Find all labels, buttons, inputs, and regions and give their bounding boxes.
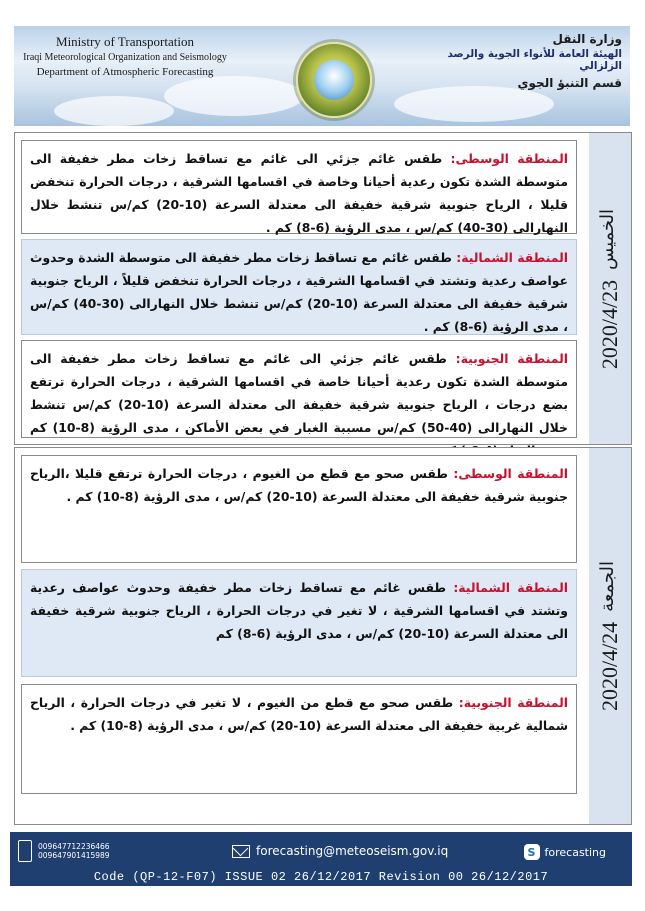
organization-name-ar: الهيئة العامة للأنواء الجوية والرصد الزلزالي	[447, 48, 622, 72]
day-name: الخميس	[597, 208, 617, 270]
region-text: طقس صحو مع قطع من الغيوم ، لا تغير في درجات الحرارة ، الرياح شمالية غربية خفيفة الى معتدلة السرعة (10-20) كم/س ، مدى الرؤية (8-10) كم .	[30, 695, 568, 733]
region-name: المنطقة الوسطى	[458, 466, 568, 481]
email-address[interactable]: forecasting@meteoseism.gov.iq	[256, 844, 449, 858]
day-date: 2020/4/23	[597, 279, 622, 369]
day-block-friday	[14, 447, 632, 825]
cloud-decoration	[394, 86, 554, 122]
ministry-name-en: Ministry of Transportation	[56, 34, 194, 49]
region-north-forecast: المنطقة الشمالية: طقس غائم مع تساقط زخات مطر خفيفة الى متوسطة الشدة وحدوث عواصف رعدية وتشتد في اقسامها الشرقية ، درجات الحرارة تنخفض قليلاً ، الرياح جنوبية شرقية خفيفة الى معتدلة السرعة (10-20) كم/س تنشط خلال النهارالى (30-40) كم/س ، مدى الرؤية (6-8) كم .	[21, 239, 577, 335]
region-name: المنطقة الوسطى	[455, 151, 568, 166]
header-arabic	[432, 32, 622, 90]
region-text: طقس غائم جزئي الى غائم مع تساقط زخات مطر خفيفة الى متوسطة الشدة تكون رعدية أحيانا وخاصة في اقسامها الشرقية ، درجات الحرارة تنخفض قليلا ، الرياح جنوبية شرقية خفيفة الى معتدلة السرعة (10-20) كم/س تنشط خلال النهارالى (30-40) كم/س ، مدى الرؤية (6-8) كم .	[30, 151, 569, 235]
skype-contact[interactable]	[524, 844, 607, 860]
footer-contact-bar	[10, 832, 632, 886]
department-name-ar: قسم التنبؤ الجوي	[517, 76, 622, 90]
phone-numbers	[38, 842, 110, 860]
region-name: المنطقة الجنوبية	[460, 351, 568, 366]
region-name: المنطقة الشمالية	[458, 580, 568, 595]
organization-logo	[296, 42, 372, 118]
cloud-decoration	[164, 76, 304, 116]
day-side-bar	[589, 448, 631, 824]
region-south-forecast: المنطقة الجنوبية: طقس صحو مع قطع من الغيوم ، لا تغير في درجات الحرارة ، الرياح شمالية غربية خفيفة الى معتدلة السرعة (10-20) كم/س ، مدى الرؤية (8-10) كم .	[21, 684, 577, 794]
ministry-name-ar: وزارة النقل	[552, 32, 622, 46]
region-north-forecast: المنطقة الشمالية: طقس غائم مع تساقط زخات مطر خفيفة وحدوث عواصف رعدية وتشتد في اقسامها الشرقية ، لا تغير في درجات الحرارة ، الرياح جنوبية شرقية خفيفة الى معتدلة السرعة (10-20) كم/س ، مدى الرؤية (6-8) كم	[21, 569, 577, 677]
region-south-forecast: المنطقة الجنوبية: طقس غائم جزئي الى غائم مع تساقط زخات مطر خفيفة الى متوسطة الشدة تكون رعدية أحيانا خاصة في اقسامها الشرقية ، درجات الحرارة ترتفع بضع درجات ، الرياح جنوبية شرقية خفيفة الى معتدلة السرعة (10-20) كم/س تنشط خلال النهارالى (40-50) كم/س مسببة الغبار في بعض الأماكن ، مدى الرؤية (8-10) كم	[21, 340, 577, 438]
phone-number: 009647901415989	[38, 851, 110, 860]
region-text: طقس غائم مع تساقط زخات مطر خفيفة الى متوسطة الشدة وحدوث عواصف رعدية وتشتد في اقسامها الشرقية ، درجات الحرارة تنخفض قليلاً ، الرياح جنوبية شرقية خفيفة الى معتدلة السرعة (10-20) كم/س تنشط خلال النهارالى (30-40) كم/س ، مدى الرؤية (6-8) كم .	[30, 250, 568, 334]
envelope-icon	[232, 845, 250, 858]
organization-name-en: Iraqi Meteorological Organization and Seismology	[23, 52, 227, 63]
region-text: طقس غائم جزئي الى غائم مع تساقط زخات مطر خفيفة الى متوسطة الشدة تكون رعدية أحيانا خاصة في اقسامها الشرقية ، درجات الحرارة ترتفع بضع درجات ، الرياح جنوبية شرقية خفيفة الى معتدلة السرعة (10-20) كم/س تنشط خلال النهارالى (40-50) كم/س مسببة الغبار في بعض الأماكن ، مدى الرؤية (8-10) كم	[30, 351, 568, 435]
phone-number: 009647712236466	[38, 842, 110, 851]
region-name: المنطقة الشمالية	[461, 250, 568, 265]
email-contact[interactable]	[232, 844, 448, 858]
header-english	[20, 34, 230, 78]
header-banner	[14, 26, 630, 126]
skype-icon: S	[524, 844, 540, 860]
day-date: 2020/4/24	[597, 621, 622, 712]
region-text: طقس صحو مع قطع من الغيوم ، درجات الحرارة ترتفع قليلا ،الرياح جنوبية شرقية خفيفة الى معتدلة السرعة (10-20) كم/س ، مدى الرؤية (8-10) كم .	[30, 466, 568, 504]
cloud-decoration	[54, 96, 174, 126]
department-name-en: Department of Atmospheric Forecasting	[36, 66, 214, 78]
day-block-thursday	[14, 132, 632, 445]
day-name: الجمعة	[597, 560, 617, 612]
phone-icon	[18, 840, 32, 862]
document-code: Code (QP-12-F07) ISSUE 02 26/12/2017 Revision 00 26/12/2017	[93, 870, 549, 884]
region-central-forecast: المنطقة الوسطى: طقس غائم جزئي الى غائم مع تساقط زخات مطر خفيفة الى متوسطة الشدة تكون رعدية أحيانا وخاصة في اقسامها الشرقية ، درجات الحرارة تنخفض قليلا ، الرياح جنوبية شرقية خفيفة الى معتدلة السرعة (10-20) كم/س تنشط خلال النهارالى (30-40) كم/س ، مدى الرؤية (6-8) كم .	[21, 140, 577, 234]
region-central-forecast: المنطقة الوسطى: طقس صحو مع قطع من الغيوم ، درجات الحرارة ترتفع قليلا ،الرياح جنوبية شرقية خفيفة الى معتدلة السرعة (10-20) كم/س ، مدى الرؤية (8-10) كم .	[21, 455, 577, 563]
region-text: طقس غائم مع تساقط زخات مطر خفيفة وحدوث عواصف رعدية وتشتد في اقسامها الشرقية ، لا تغير في درجات الحرارة ، الرياح جنوبية شرقية خفيفة الى معتدلة السرعة (10-20) كم/س ، مدى الرؤية (6-8) كم	[30, 580, 568, 641]
skype-name[interactable]: forecasting	[544, 845, 606, 859]
region-name: المنطقة الجنوبية	[463, 695, 569, 710]
day-side-bar	[589, 133, 631, 444]
